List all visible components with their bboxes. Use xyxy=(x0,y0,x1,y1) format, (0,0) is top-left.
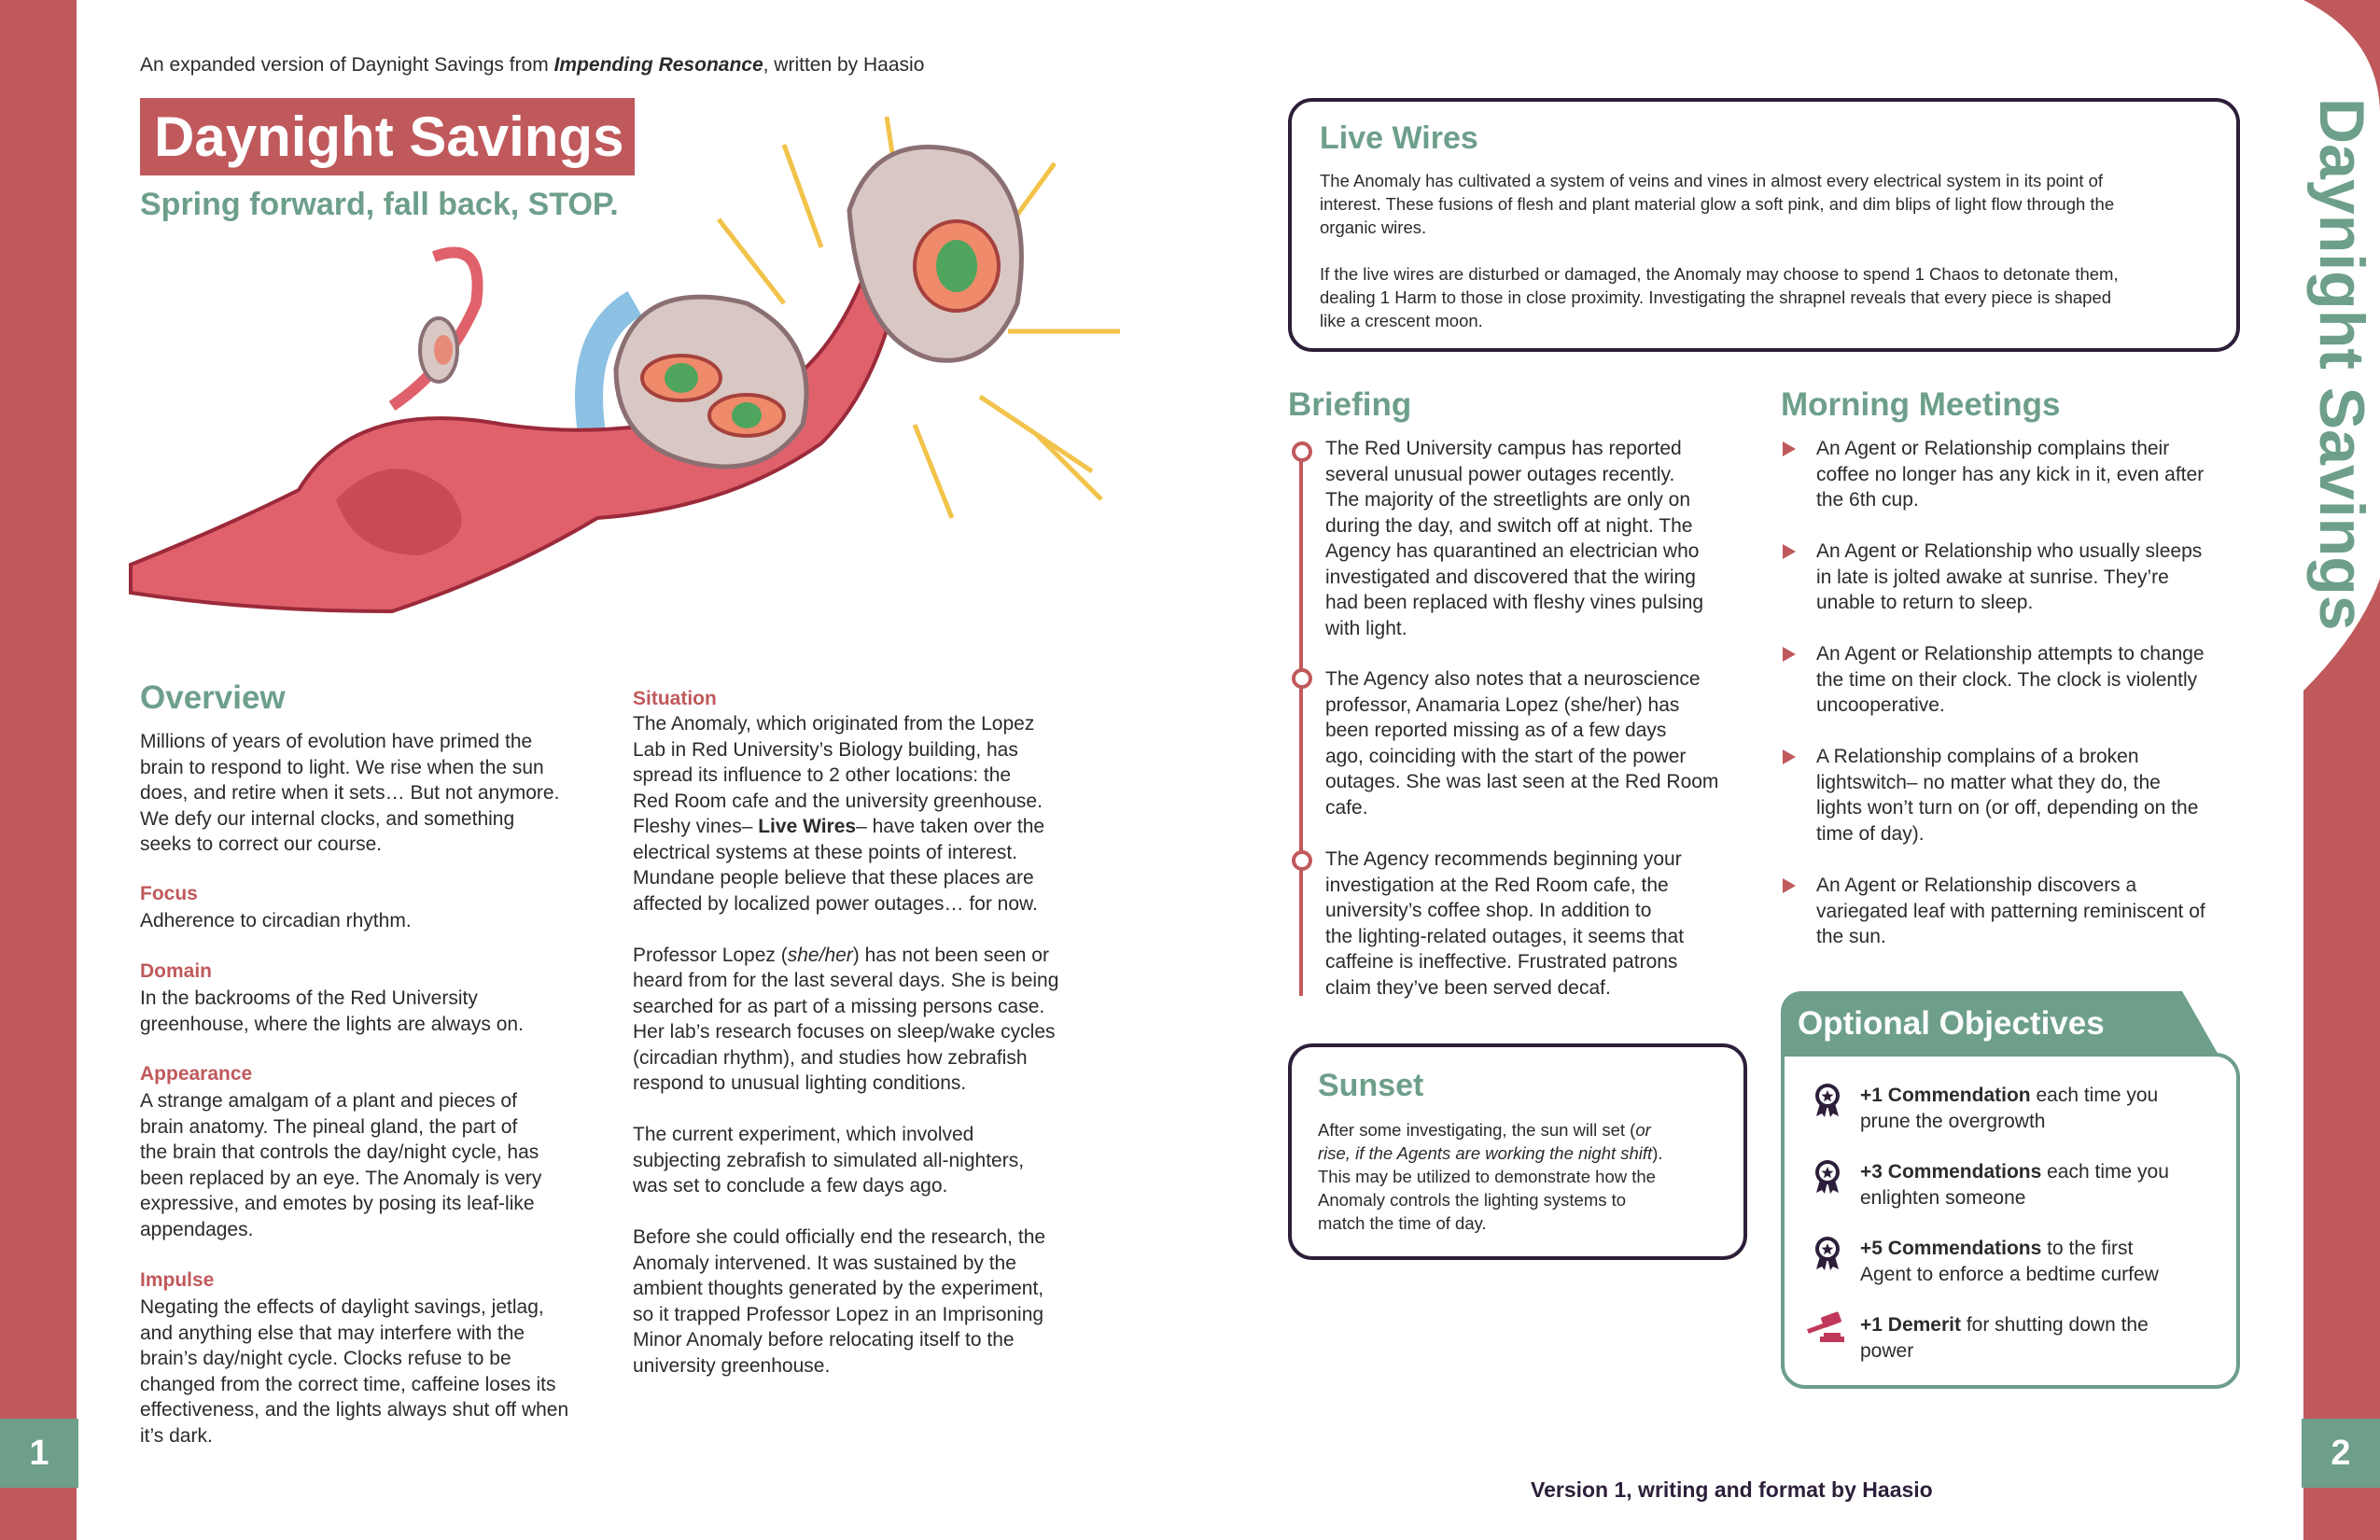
morning-item: An Agent or Relationship complains their coffee no longer has any kick in it, even after the 6th cup. xyxy=(1816,438,2205,511)
briefing-item: The Agency recommends beginning your investigation at the Red Room cafe, the university’s coffee shop. In addition to the lighting-related outages, it seems that caffeine is ineffective. Frustrated patrons claim they’ve been served decaf. xyxy=(1325,848,1685,999)
bullet-arrow-icon xyxy=(1783,878,1796,893)
morning-item: An Agent or Relationship discovers a variegated leaf with patterning reminiscent of the sun. xyxy=(1816,875,2205,947)
bullet-arrow-icon xyxy=(1783,749,1796,764)
impulse-text: Negating the effects of daylight savings, jetlag, and anything else that may interfere with the brain’s day/night cycle. Clocks refuse to be changed from the correct time, caffeine loses its effectiveness, and the lights always shut off when it’s dark. xyxy=(140,1296,569,1447)
page-title: Daynight Savings xyxy=(140,98,635,175)
left-band xyxy=(0,0,77,1540)
timeline-dot xyxy=(1292,441,1312,462)
domain-heading: Domain xyxy=(140,960,213,982)
objective-item: +5 Commendations to the first Agent to enforce a bedtime curfew xyxy=(1860,1238,2159,1285)
live-wires-card xyxy=(1288,98,2240,352)
situation-heading: Situation xyxy=(633,688,717,709)
appearance-heading: Appearance xyxy=(140,1063,253,1085)
impulse-heading: Impulse xyxy=(140,1269,215,1291)
sunset-card xyxy=(1288,1043,1747,1260)
situation-text: The Anomaly, which originated from the Lopez Lab in Red University’s Biology building, has spread its influence to 2 other locations: the Red Room cafe and the university greenhouse. Fleshy vines– Live Wires– have taken over the electrical systems at these points of interest. Mundane people believe that these places are affected by localized power outages… for now. Professor Lopez (she/her) has not been seen or heard from for the last several days. She is being searched for as part of a missing persons case. Her lab’s research focuses on sleep/wake cycles (circadian rhythm), and studies how zebrafish respond to unusual lighting conditions. The current experiment, which involved subjecting zebrafish to simulated all-nighters, was set to conclude a few days ago. Before she could officially end the research, the Anomaly intervened. It was sustained by the ambient thoughts generated by the experiment, so it trapped Professor Lopez in an Imprisoning Minor Anomaly before relocating itself to the university greenhouse. xyxy=(633,713,1059,1377)
vertical-title: Daynight Savings xyxy=(2306,98,2377,631)
ribbon-icon xyxy=(1809,1081,1846,1118)
timeline-dot xyxy=(1292,850,1312,871)
ribbon-icon xyxy=(1809,1157,1846,1195)
focus-text: Adherence to circadian rhythm. xyxy=(140,910,412,931)
briefing-timeline xyxy=(1299,450,1303,996)
briefing-item: The Red University campus has reported several unusual power outages recently. The majority of the streetlights are only on during the day, and switch off at night. The Agency has quarantined an electrician who investigated and discovered that the wiring had been replaced with fleshy vines pulsing with light. xyxy=(1325,438,1704,639)
page-subtitle: Spring forward, fall back, STOP. xyxy=(140,187,619,222)
objectives-heading: Optional Objectives xyxy=(1781,991,2182,1057)
sunset-heading: Sunset xyxy=(1318,1068,1424,1103)
objective-item: +3 Commendations each time you enlighten someone xyxy=(1860,1161,2169,1209)
domain-text: In the backrooms of the Red University greenhouse, where the lights are always on. xyxy=(140,987,524,1035)
intro-line: An expanded version of Daynight Savings from Impending Resonance, written by Haasio xyxy=(140,54,925,76)
bullet-arrow-icon xyxy=(1783,441,1796,456)
sunset-text: After some investigating, the sun will set (or rise, if the Agents are working the night shift). This may be utilized to demonstrate how the Anomaly controls the lighting systems to match the time of day. xyxy=(1318,1120,1663,1233)
timeline-dot xyxy=(1292,668,1312,689)
page-number-left: 1 xyxy=(0,1419,78,1488)
briefing-heading: Briefing xyxy=(1288,386,1412,423)
appearance-text: A strange amalgam of a plant and pieces of brain anatomy. The pineal gland, the part of the brain that controls the day/night cycle, has been replaced by an eye. The Anomaly is very expressive, and emotes by posing its leaf-like appendages. xyxy=(140,1090,542,1240)
bullet-arrow-icon xyxy=(1783,544,1796,559)
briefing-item: The Agency also notes that a neuroscience professor, Anamaria Lopez (she/her) has been reported missing as of a few days ago, coinciding with the start of the power outages. She was last seen at the Red Room cafe. xyxy=(1325,668,1719,819)
overview-text: Millions of years of evolution have primed the brain to respond to light. We rise when the sun does, and retire when it sets… But not anymore. We defy our internal clocks, and something seeks to correct our course. xyxy=(140,731,560,855)
footer-credit: Version 1, writing and format by Haasio xyxy=(1531,1477,1933,1502)
anomaly-illustration xyxy=(112,89,1139,639)
gavel-icon xyxy=(1805,1310,1850,1348)
live-wires-heading: Live Wires xyxy=(1320,120,1478,156)
live-wires-text: The Anomaly has cultivated a system of veins and vines in almost every electrical system in its point of interest. These fusions of flesh and plant material glow a soft pink, and dim blips of light flow through the organic wires. If the live wires are disturbed or damaged, the Anomaly may choose to spend 1 Chaos to detonate them, dealing 1 Harm to those in close proximity. Investigating the shrapnel reveals that every piece is shaped like a crescent moon. xyxy=(1320,171,2119,330)
morning-item: An Agent or Relationship attempts to change the time on their clock. The clock is violently uncooperative. xyxy=(1816,643,2205,716)
focus-heading: Focus xyxy=(140,883,198,904)
morning-item: An Agent or Relationship who usually sleeps in late is jolted awake at sunrise. They’re unable to return to sleep. xyxy=(1816,540,2203,613)
ribbon-icon xyxy=(1809,1234,1846,1271)
objective-item: +1 Commendation each time you prune the overgrowth xyxy=(1860,1085,2159,1132)
page-number-right: 2 xyxy=(2302,1419,2380,1488)
bullet-arrow-icon xyxy=(1783,647,1796,662)
morning-heading: Morning Meetings xyxy=(1781,386,2061,423)
objective-item: +1 Demerit for shutting down the power xyxy=(1860,1314,2149,1362)
overview-heading: Overview xyxy=(140,679,286,716)
morning-item: A Relationship complains of a broken lightswitch– no matter what they do, the lights won’t turn on (or off, depending on the time of day). xyxy=(1816,746,2199,845)
